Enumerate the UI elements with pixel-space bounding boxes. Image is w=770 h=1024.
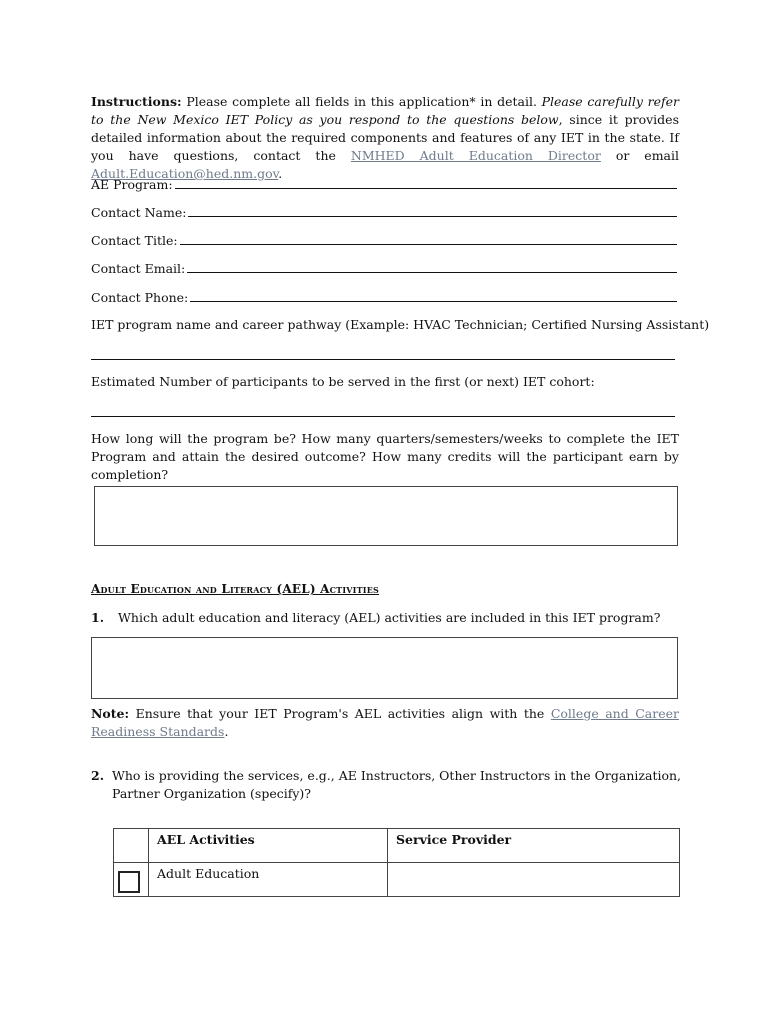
instructions-label: Instructions: bbox=[91, 94, 182, 109]
duration-answer-box[interactable] bbox=[94, 486, 678, 546]
q1-text: Which adult education and literacy (AEL) activities are included in this IET program? bbox=[118, 610, 661, 625]
contact-name-field[interactable] bbox=[91, 204, 677, 220]
adult-education-checkbox[interactable] bbox=[118, 871, 140, 893]
contact-name-input-line[interactable] bbox=[188, 204, 677, 217]
table-row bbox=[114, 863, 680, 897]
instructions-text-2: , since it provides detailed information about the required components and features of any IET in the state. If you have questions, contact the bbox=[91, 112, 679, 163]
director-link[interactable]: NMHED Adult Education Director bbox=[350, 148, 601, 163]
contact-title-label: Contact Title: bbox=[91, 233, 178, 248]
participants-question: Estimated Number of participants to be served in the first (or next) IET cohort: bbox=[91, 374, 595, 389]
standards-link[interactable]: College and Career Readiness Standards bbox=[91, 706, 679, 739]
q2-number: 2. bbox=[91, 768, 105, 783]
provider-cell[interactable] bbox=[388, 863, 680, 897]
participants-input-line[interactable] bbox=[91, 416, 675, 417]
ael-activities-answer-box[interactable] bbox=[91, 637, 678, 699]
note-end: . bbox=[224, 724, 229, 739]
contact-email-label: Contact Email: bbox=[91, 261, 186, 276]
ael-section-heading: Adult Education and Literacy (AEL) Activities bbox=[91, 582, 379, 596]
table-header-row bbox=[114, 829, 680, 863]
activity-cell: Adult Education bbox=[149, 863, 388, 897]
note-label: Note: bbox=[91, 706, 130, 721]
table-header-activities: AEL Activities bbox=[149, 829, 388, 863]
contact-name-label: Contact Name: bbox=[91, 205, 187, 220]
duration-question: How long will the program be? How many quarters/semesters/weeks to complete the IET Program and attain the desired outcome? How many credits will the participant earn by completion? bbox=[91, 431, 679, 482]
iet-name-input-line[interactable] bbox=[91, 359, 675, 360]
instructions-text-4: . bbox=[278, 166, 283, 181]
contact-email-input-line[interactable] bbox=[187, 260, 677, 273]
instructions-text: Please complete all fields in this application* in detail. bbox=[181, 94, 542, 109]
contact-email-field[interactable] bbox=[91, 260, 677, 276]
ael-activities-table bbox=[113, 828, 680, 897]
note-paragraph bbox=[91, 705, 679, 741]
instructions-policy-reference: Please carefully refer to the New Mexico IET Policy as you respond to the questions below bbox=[91, 94, 679, 127]
q1-number: 1. bbox=[91, 610, 105, 625]
ael-question-2 bbox=[91, 767, 683, 803]
email-link[interactable]: Adult.Education@hed.nm.gov bbox=[91, 166, 279, 181]
instructions-paragraph bbox=[91, 93, 679, 183]
contact-phone-field[interactable] bbox=[91, 289, 677, 305]
table-header-provider: Service Provider bbox=[388, 829, 680, 863]
instructions-text-3: or email bbox=[600, 148, 679, 163]
note-text: Ensure that your IET Program's AEL activities align with the bbox=[129, 706, 551, 721]
iet-name-question: IET program name and career pathway (Example: HVAC Technician; Certified Nursing Assistant) bbox=[91, 317, 710, 332]
contact-title-input-line[interactable] bbox=[180, 232, 677, 245]
ae-program-field[interactable] bbox=[91, 176, 677, 192]
table-header-checkbox-col bbox=[114, 829, 149, 863]
checkbox-cell[interactable] bbox=[114, 863, 149, 897]
q2-text: Who is providing the services, e.g., AE Instructors, Other Instructors in the Organization, Partner Organization (specify)? bbox=[112, 768, 682, 801]
ael-question-1 bbox=[91, 610, 681, 625]
ae-program-input-line[interactable] bbox=[175, 176, 677, 189]
contact-phone-input-line[interactable] bbox=[190, 289, 677, 302]
contact-title-field[interactable] bbox=[91, 232, 677, 248]
contact-phone-label: Contact Phone: bbox=[91, 290, 189, 305]
ae-program-label: AE Program: bbox=[91, 177, 173, 192]
